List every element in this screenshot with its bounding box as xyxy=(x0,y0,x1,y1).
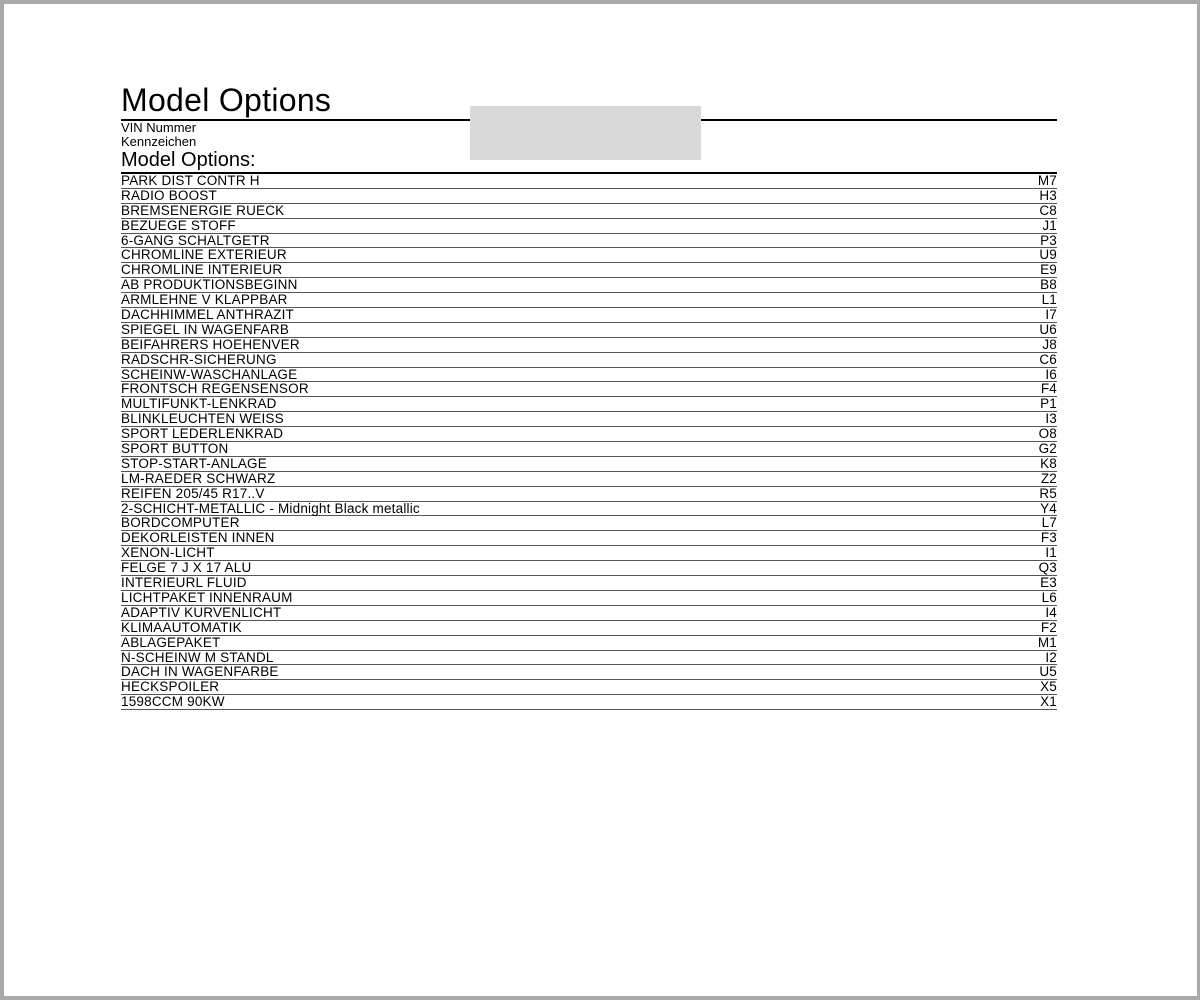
option-name: XENON-LICHT xyxy=(121,545,215,561)
option-code: U5 xyxy=(1039,664,1057,680)
option-name: BORDCOMPUTER xyxy=(121,515,240,531)
option-code: J1 xyxy=(1042,217,1057,233)
option-row xyxy=(121,338,1057,353)
option-name: DEKORLEISTEN INNEN xyxy=(121,530,275,546)
option-row xyxy=(121,546,1057,561)
option-name: ARMLEHNE V KLAPPBAR xyxy=(121,292,288,308)
option-name: FRONTSCH REGENSENSOR xyxy=(121,381,309,397)
option-name: INTERIEURL FLUID xyxy=(121,575,247,591)
option-code: L1 xyxy=(1041,292,1057,308)
option-name: MULTIFUNKT-LENKRAD xyxy=(121,396,277,412)
option-name: KLIMAAUTOMATIK xyxy=(121,619,242,635)
vin-label: VIN Nummer xyxy=(121,120,197,135)
option-name: PARK DIST CONTR H xyxy=(121,173,260,188)
option-name: ADAPTIV KURVENLICHT xyxy=(121,604,282,620)
section-title: Model Options: xyxy=(121,149,256,171)
option-name: BEZUEGE STOFF xyxy=(121,217,236,233)
option-row xyxy=(121,189,1057,204)
option-row xyxy=(121,353,1057,368)
plate-label: Kennzeichen xyxy=(121,134,197,149)
option-row xyxy=(121,442,1057,457)
option-row xyxy=(121,621,1057,636)
option-code: L7 xyxy=(1041,515,1057,531)
option-name: N-SCHEINW M STANDL xyxy=(121,649,274,665)
option-row xyxy=(121,174,1057,189)
option-code: G2 xyxy=(1038,441,1057,457)
option-code: I3 xyxy=(1045,411,1057,427)
option-name: STOP-START-ANLAGE xyxy=(121,455,267,471)
option-row xyxy=(121,323,1057,338)
option-row xyxy=(121,606,1057,621)
option-row xyxy=(121,680,1057,695)
option-code: L6 xyxy=(1041,589,1057,605)
option-name: REIFEN 205/45 R17..V xyxy=(121,485,265,501)
option-row xyxy=(121,412,1057,427)
option-code: B8 xyxy=(1040,277,1057,293)
option-code: F2 xyxy=(1040,619,1057,635)
option-code: C6 xyxy=(1039,351,1057,367)
option-name: DACHHIMMEL ANTHRAZIT xyxy=(121,307,295,323)
option-row xyxy=(121,278,1057,293)
option-name: BLINKLEUCHTEN WEISS xyxy=(121,411,284,427)
option-name: CHROMLINE INTERIEUR xyxy=(121,262,283,278)
page-title: Model Options xyxy=(121,82,332,118)
option-code: P1 xyxy=(1040,396,1057,412)
option-row xyxy=(121,636,1057,651)
option-name: SPORT BUTTON xyxy=(121,441,229,457)
option-row xyxy=(121,665,1057,680)
option-name: 1598CCM 90KW xyxy=(121,694,225,710)
option-name: DACH IN WAGENFARBE xyxy=(121,664,279,680)
options-list xyxy=(121,172,1057,710)
option-name: HECKSPOILER xyxy=(121,679,220,695)
option-name: LM-RAEDER SCHWARZ xyxy=(121,470,276,486)
vehicle-meta xyxy=(121,121,196,149)
option-row xyxy=(121,293,1057,308)
redacted-block xyxy=(470,106,701,160)
option-code: Y4 xyxy=(1040,500,1057,516)
option-row xyxy=(121,695,1057,710)
option-code: M1 xyxy=(1037,634,1057,650)
option-code: I1 xyxy=(1045,545,1057,561)
option-row xyxy=(121,248,1057,263)
option-name: SCHEINW-WASCHANLAGE xyxy=(121,366,298,382)
option-name: LICHTPAKET INNENRAUM xyxy=(121,589,293,605)
option-name: RADSCHR-SICHERUNG xyxy=(121,351,277,367)
option-code: P3 xyxy=(1040,232,1057,248)
option-code: F4 xyxy=(1040,381,1057,397)
option-code: I4 xyxy=(1045,604,1057,620)
option-name: BEIFAHRERS HOEHENVER xyxy=(121,336,300,352)
option-row xyxy=(121,234,1057,249)
option-code: E9 xyxy=(1040,262,1057,278)
option-row xyxy=(121,308,1057,323)
option-code: X5 xyxy=(1040,679,1057,695)
option-name: SPIEGEL IN WAGENFARB xyxy=(121,321,290,337)
option-code: Q3 xyxy=(1038,560,1057,576)
option-code: Z2 xyxy=(1040,470,1057,486)
option-code: M7 xyxy=(1037,173,1057,188)
option-code: I7 xyxy=(1045,307,1057,323)
option-code: F3 xyxy=(1040,530,1057,546)
option-row xyxy=(121,591,1057,606)
document-content xyxy=(121,82,1057,710)
option-row xyxy=(121,397,1057,412)
option-code: I6 xyxy=(1045,366,1057,382)
option-code: C8 xyxy=(1039,202,1057,218)
option-code: R5 xyxy=(1039,485,1057,501)
option-code: X1 xyxy=(1040,694,1057,710)
option-code: J8 xyxy=(1042,336,1057,352)
option-name: 6-GANG SCHALTGETR xyxy=(121,232,270,248)
option-code: H3 xyxy=(1039,187,1057,203)
option-row xyxy=(121,263,1057,278)
option-code: U6 xyxy=(1039,321,1057,337)
option-row xyxy=(121,219,1057,234)
option-code: E3 xyxy=(1040,575,1057,591)
option-code: O8 xyxy=(1038,426,1057,442)
option-row xyxy=(121,487,1057,502)
option-name: RADIO BOOST xyxy=(121,187,217,203)
option-row xyxy=(121,204,1057,219)
option-row xyxy=(121,576,1057,591)
option-row xyxy=(121,382,1057,397)
option-row xyxy=(121,427,1057,442)
option-name: FELGE 7 J X 17 ALU xyxy=(121,560,252,576)
option-row xyxy=(121,502,1057,517)
option-name: 2-SCHICHT-METALLIC - Midnight Black metallic xyxy=(121,500,420,516)
option-row xyxy=(121,531,1057,546)
option-code: K8 xyxy=(1040,455,1057,471)
option-row xyxy=(121,651,1057,666)
option-name: CHROMLINE EXTERIEUR xyxy=(121,247,287,263)
option-row xyxy=(121,472,1057,487)
option-name: SPORT LEDERLENKRAD xyxy=(121,426,284,442)
option-row xyxy=(121,516,1057,531)
option-row xyxy=(121,368,1057,383)
option-row xyxy=(121,561,1057,576)
option-row xyxy=(121,457,1057,472)
option-code: I2 xyxy=(1045,649,1057,665)
option-name: AB PRODUKTIONSBEGINN xyxy=(121,277,298,293)
option-name: ABLAGEPAKET xyxy=(121,634,221,650)
option-code: U9 xyxy=(1039,247,1057,263)
option-name: BREMSENERGIE RUECK xyxy=(121,202,285,218)
